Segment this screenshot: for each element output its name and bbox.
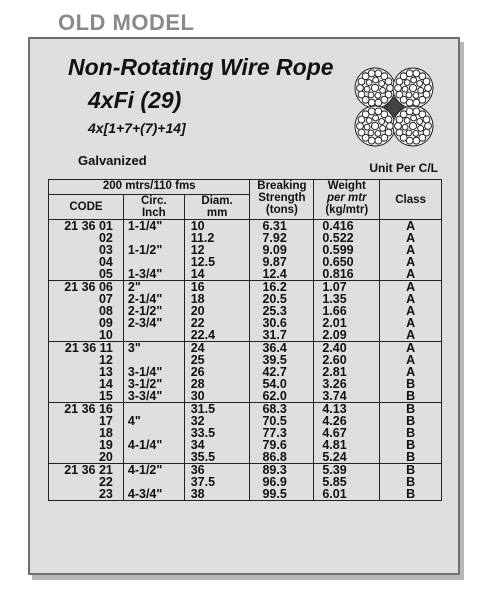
class-value: A bbox=[406, 267, 416, 281]
diam-value: 36 bbox=[190, 463, 205, 477]
weight-value: 4.13 bbox=[322, 402, 347, 416]
weight-cell bbox=[314, 464, 380, 501]
class-value: B bbox=[406, 438, 416, 452]
weight-value: 1.35 bbox=[322, 292, 347, 306]
diam-value: 32 bbox=[190, 414, 205, 428]
class-cell bbox=[380, 464, 442, 501]
diam-value: 10 bbox=[190, 219, 205, 233]
code-value: 05 bbox=[98, 267, 113, 281]
circ-value bbox=[124, 451, 184, 463]
breaking-value: 42.7 bbox=[262, 365, 287, 379]
diam-value: 11.2 bbox=[190, 231, 215, 245]
class-value: A bbox=[406, 280, 416, 294]
code-cell bbox=[49, 464, 124, 501]
class-value: A bbox=[406, 243, 416, 257]
breaking-value: 36.4 bbox=[262, 341, 287, 355]
code-value: 14 bbox=[98, 377, 113, 391]
class-value: A bbox=[406, 328, 416, 342]
code-cell bbox=[49, 403, 124, 464]
code-value: 20 bbox=[98, 450, 113, 464]
length-header: 200 mtrs/110 fms bbox=[49, 180, 250, 195]
weight-cell bbox=[314, 281, 380, 342]
code-value: 02 bbox=[98, 231, 113, 245]
class-value: B bbox=[406, 389, 416, 403]
weight-cell bbox=[314, 403, 380, 464]
breaking-value: 7.92 bbox=[262, 231, 287, 245]
weight-value: 5.85 bbox=[322, 475, 347, 489]
finish-label: Galvanized bbox=[78, 153, 147, 168]
circ-value: 1-1/2" bbox=[127, 243, 163, 257]
code-value: 23 bbox=[98, 487, 113, 501]
breaking-cell bbox=[250, 220, 314, 281]
breaking-value: 9.87 bbox=[262, 255, 287, 269]
code-value: 19 bbox=[98, 438, 113, 452]
class-value: A bbox=[406, 341, 416, 355]
class-value: A bbox=[406, 304, 416, 318]
class-cell bbox=[380, 403, 442, 464]
code-value: 18 bbox=[98, 426, 113, 440]
circ-header: Circ. Inch bbox=[123, 195, 184, 220]
product-title: Non-Rotating Wire Rope bbox=[68, 54, 334, 80]
class-header: Class bbox=[380, 180, 442, 220]
weight-value: 4.26 bbox=[322, 414, 347, 428]
circ-cell bbox=[123, 220, 184, 281]
diam-cell bbox=[184, 342, 250, 403]
circ-value bbox=[124, 329, 184, 341]
breaking-value: 20.5 bbox=[262, 292, 287, 306]
diam-value: 38 bbox=[190, 487, 205, 501]
unit-label: Unit Per C/L bbox=[369, 161, 438, 175]
class-value: A bbox=[406, 353, 416, 367]
spec-group-row bbox=[49, 281, 442, 342]
weight-value: 0.816 bbox=[322, 267, 354, 281]
weight-value: 5.24 bbox=[322, 450, 347, 464]
breaking-value: 6.31 bbox=[262, 219, 287, 233]
breaking-header: Breaking Strength (tons) bbox=[250, 180, 314, 220]
circ-cell bbox=[123, 281, 184, 342]
class-cell bbox=[380, 342, 442, 403]
class-value: A bbox=[406, 219, 416, 233]
diam-value: 16 bbox=[190, 280, 205, 294]
circ-value: 3-1/4" bbox=[127, 365, 163, 379]
diam-value: 22 bbox=[190, 316, 205, 330]
breaking-value: 62.0 bbox=[262, 389, 287, 403]
circ-cell bbox=[123, 342, 184, 403]
class-value: A bbox=[406, 365, 416, 379]
code-value: 09 bbox=[98, 316, 113, 330]
circ-value: 4" bbox=[127, 414, 141, 428]
class-value: B bbox=[406, 450, 416, 464]
diam-cell bbox=[184, 281, 250, 342]
diam-value: 12 bbox=[190, 243, 205, 257]
diam-value: 28 bbox=[190, 377, 205, 391]
weight-value: 3.74 bbox=[322, 389, 347, 403]
breaking-value: 96.9 bbox=[262, 475, 287, 489]
class-cell bbox=[380, 220, 442, 281]
spec-group-row bbox=[49, 464, 442, 501]
class-value: A bbox=[406, 316, 416, 330]
code-cell bbox=[49, 342, 124, 403]
weight-value: 2.60 bbox=[322, 353, 347, 367]
weight-value: 0.599 bbox=[322, 243, 354, 257]
class-value: A bbox=[406, 292, 416, 306]
class-value: B bbox=[406, 402, 416, 416]
spec-table bbox=[48, 179, 442, 501]
diam-value: 37.5 bbox=[190, 475, 216, 489]
breaking-cell bbox=[250, 464, 314, 501]
diam-value: 30 bbox=[190, 389, 205, 403]
weight-cell bbox=[314, 342, 380, 403]
code-cell bbox=[49, 220, 124, 281]
code-header: CODE bbox=[49, 195, 124, 220]
circ-value: 4-1/4" bbox=[127, 438, 163, 452]
diam-value: 20 bbox=[190, 304, 205, 318]
weight-value: 1.66 bbox=[322, 304, 347, 318]
circ-value: 2-1/2" bbox=[127, 304, 163, 318]
weight-value: 2.40 bbox=[322, 341, 347, 355]
code-value: 13 bbox=[98, 365, 113, 379]
breaking-value: 79.6 bbox=[262, 438, 287, 452]
breaking-value: 70.5 bbox=[262, 414, 287, 428]
class-value: A bbox=[406, 255, 416, 269]
class-value: B bbox=[406, 463, 416, 477]
spec-group-row bbox=[49, 403, 442, 464]
code-value: 17 bbox=[98, 414, 113, 428]
diam-header: Diam. mm bbox=[184, 195, 250, 220]
spec-group-row bbox=[49, 220, 442, 281]
diam-value: 33.5 bbox=[190, 426, 216, 440]
diam-value: 26 bbox=[190, 365, 205, 379]
breaking-cell bbox=[250, 281, 314, 342]
breaking-value: 54.0 bbox=[262, 377, 287, 391]
diam-value: 31.5 bbox=[190, 402, 216, 416]
code-value: 04 bbox=[98, 255, 113, 269]
breaking-value: 9.09 bbox=[262, 243, 287, 257]
breaking-value: 31.7 bbox=[262, 328, 287, 342]
breaking-value: 12.4 bbox=[262, 267, 287, 281]
weight-value: 2.09 bbox=[322, 328, 347, 342]
breaking-value: 16.2 bbox=[262, 280, 287, 294]
weight-cell bbox=[314, 220, 380, 281]
circ-cell bbox=[123, 403, 184, 464]
product-model: 4xFi (29) bbox=[88, 87, 182, 113]
spec-group-row bbox=[49, 342, 442, 403]
rope-construction: 4x[1+7+(7)+14] bbox=[88, 120, 186, 136]
circ-value: 1-1/4" bbox=[127, 219, 163, 233]
class-cell bbox=[380, 281, 442, 342]
circ-value: 2" bbox=[127, 280, 141, 294]
breaking-cell bbox=[250, 342, 314, 403]
circ-value: 4-3/4" bbox=[127, 487, 163, 501]
class-value: B bbox=[406, 414, 416, 428]
diam-value: 24 bbox=[190, 341, 205, 355]
circ-value: 2-1/4" bbox=[127, 292, 163, 306]
weight-value: 2.81 bbox=[322, 365, 347, 379]
weight-value: 6.01 bbox=[322, 487, 347, 501]
weight-value: 0.416 bbox=[322, 219, 354, 233]
circ-value: 1-3/4" bbox=[127, 267, 163, 281]
code-value: 21 36 06 bbox=[64, 280, 113, 294]
code-value: 03 bbox=[98, 243, 113, 257]
weight-value: 4.81 bbox=[322, 438, 347, 452]
class-value: A bbox=[406, 231, 416, 245]
breaking-cell bbox=[250, 403, 314, 464]
code-value: 22 bbox=[98, 475, 113, 489]
class-value: B bbox=[406, 377, 416, 391]
circ-cell bbox=[123, 464, 184, 501]
breaking-value: 99.5 bbox=[262, 487, 287, 501]
code-value: 08 bbox=[98, 304, 113, 318]
diam-value: 35.5 bbox=[190, 450, 216, 464]
diam-value: 14 bbox=[190, 267, 205, 281]
code-value: 10 bbox=[98, 328, 113, 342]
circ-value: 3" bbox=[127, 341, 141, 355]
weight-value: 1.07 bbox=[322, 280, 347, 294]
weight-header: Weight per mtr (kg/mtr) bbox=[314, 180, 380, 220]
diam-cell bbox=[184, 220, 250, 281]
breaking-value: 77.3 bbox=[262, 426, 287, 440]
old-model-badge: OLD MODEL bbox=[48, 8, 209, 36]
circ-value: 2-3/4" bbox=[127, 316, 163, 330]
weight-value: 3.26 bbox=[322, 377, 347, 391]
diam-value: 34 bbox=[190, 438, 205, 452]
code-cell bbox=[49, 281, 124, 342]
class-value: B bbox=[406, 475, 416, 489]
diam-value: 12.5 bbox=[190, 255, 216, 269]
product-panel bbox=[28, 37, 460, 575]
weight-value: 4.67 bbox=[322, 426, 347, 440]
code-value: 21 36 01 bbox=[64, 219, 113, 233]
diam-cell bbox=[184, 464, 250, 501]
diam-value: 18 bbox=[190, 292, 205, 306]
class-value: B bbox=[406, 487, 416, 501]
circ-value: 3-3/4" bbox=[127, 389, 163, 403]
code-value: 21 36 16 bbox=[64, 402, 113, 416]
diam-value: 22.4 bbox=[190, 328, 216, 342]
weight-value: 0.522 bbox=[322, 231, 354, 245]
breaking-value: 86.8 bbox=[262, 450, 287, 464]
breaking-value: 30.6 bbox=[262, 316, 287, 330]
code-value: 07 bbox=[98, 292, 113, 306]
breaking-value: 89.3 bbox=[262, 463, 287, 477]
code-value: 21 36 11 bbox=[64, 341, 113, 355]
diam-value: 25 bbox=[190, 353, 205, 367]
weight-value: 0.650 bbox=[322, 255, 354, 269]
wire-rope-cross-section-icon bbox=[348, 61, 440, 153]
code-value: 21 36 21 bbox=[64, 463, 113, 477]
weight-value: 5.39 bbox=[322, 463, 347, 477]
weight-value: 2.01 bbox=[322, 316, 347, 330]
circ-value: 3-1/2" bbox=[127, 377, 163, 391]
circ-value: 4-1/2" bbox=[127, 463, 163, 477]
breaking-value: 39.5 bbox=[262, 353, 287, 367]
breaking-value: 25.3 bbox=[262, 304, 287, 318]
code-value: 12 bbox=[98, 353, 113, 367]
code-value: 15 bbox=[98, 389, 113, 403]
class-value: B bbox=[406, 426, 416, 440]
diam-cell bbox=[184, 403, 250, 464]
breaking-value: 68.3 bbox=[262, 402, 287, 416]
